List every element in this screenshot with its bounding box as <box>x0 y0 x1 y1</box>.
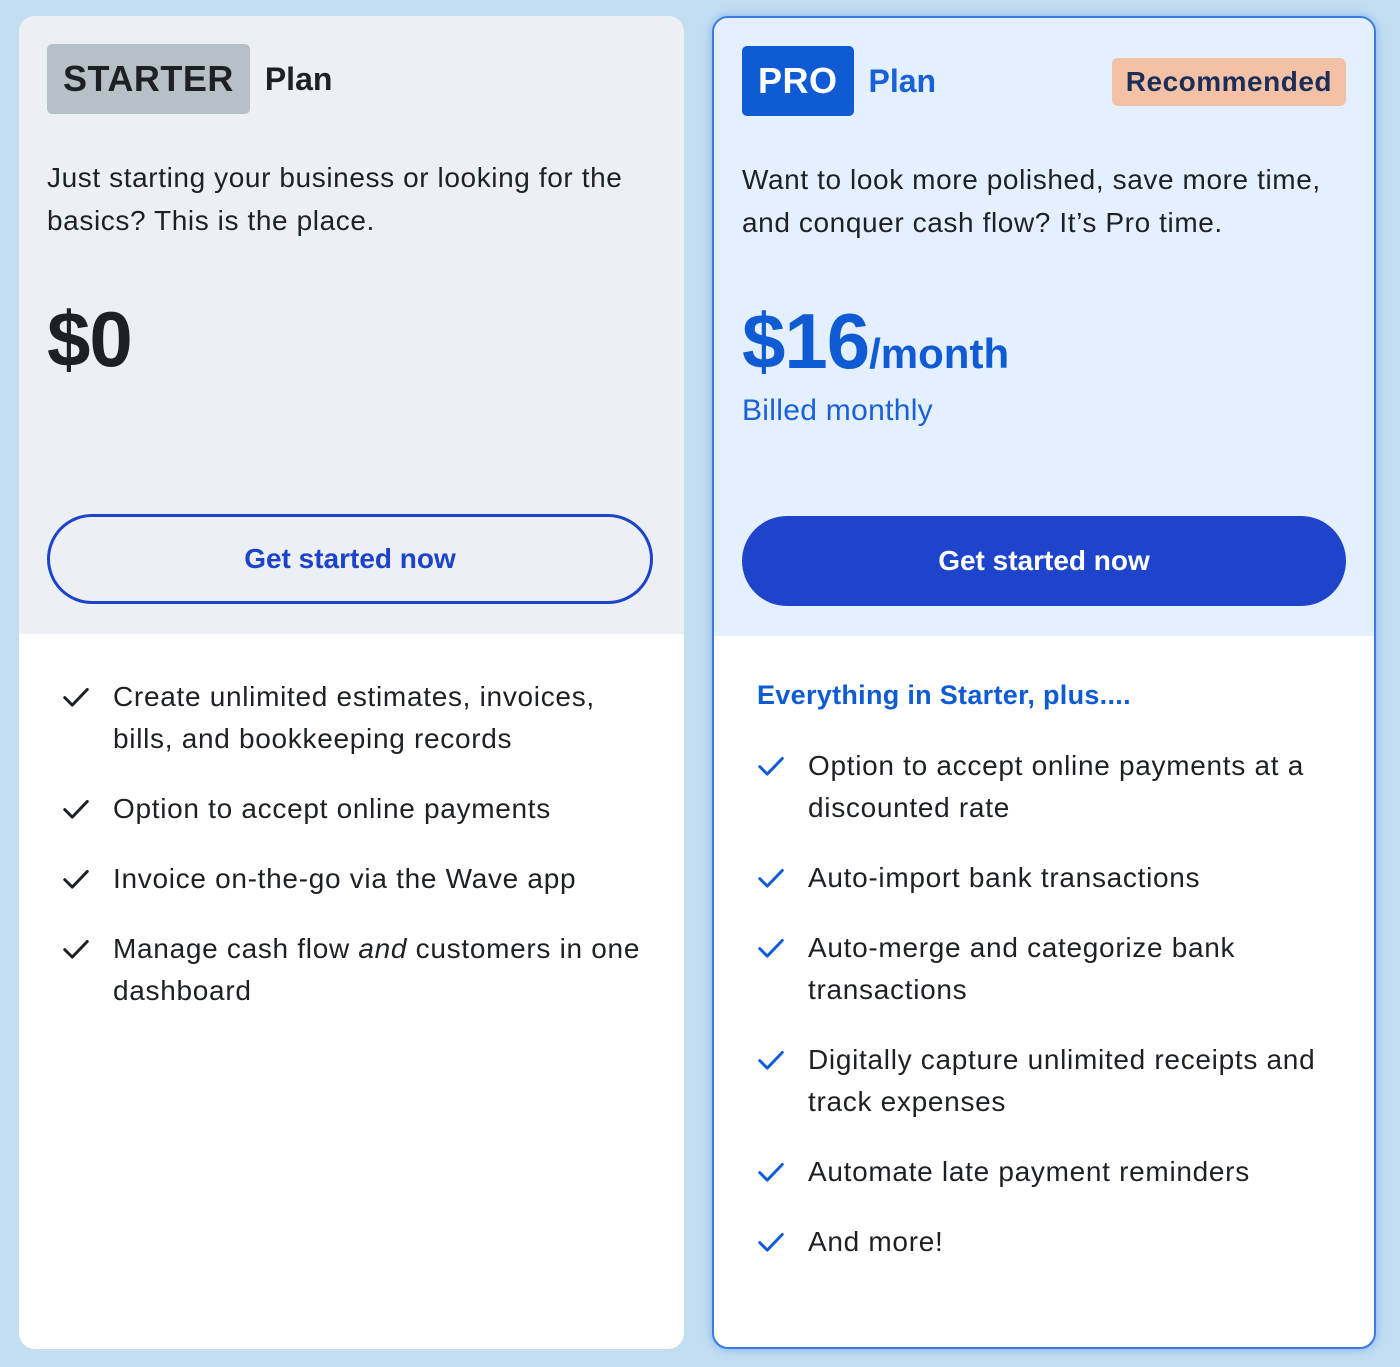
check-icon <box>756 1157 786 1187</box>
check-icon <box>61 682 91 712</box>
check-icon <box>756 1045 786 1075</box>
feature-text: Automate late payment reminders <box>808 1156 1250 1187</box>
pro-badge: PRO <box>742 46 854 116</box>
pro-price-unit: /month <box>869 330 1010 377</box>
check-icon <box>756 1227 786 1257</box>
starter-plan-title <box>47 44 332 114</box>
list-item <box>61 858 641 900</box>
starter-feature-list <box>19 676 684 1040</box>
feature-text-part: Manage cash flow <box>113 933 359 964</box>
feature-text: Auto-import bank transactions <box>808 862 1201 893</box>
check-icon <box>61 864 91 894</box>
pro-get-started-button[interactable]: Get started now <box>742 516 1346 606</box>
feature-text: Option to accept online payments at a discounted rate <box>808 750 1304 823</box>
pro-features-title: Everything in Starter, plus.... <box>757 680 1131 710</box>
feature-text <box>113 928 641 1012</box>
feature-text: Digitally capture unlimited receipts and track expenses <box>808 1044 1316 1117</box>
feature-text: Create unlimited estimates, invoices, bills, and bookkeeping records <box>113 681 595 754</box>
list-item <box>756 927 1336 1011</box>
starter-description: Just starting your business or looking for the basics? This is the place. <box>47 162 623 236</box>
list-item <box>61 676 641 760</box>
starter-price: $0 <box>47 295 132 383</box>
feature-text: Option to accept online payments <box>113 793 551 824</box>
list-item <box>756 857 1336 899</box>
starter-plan-card <box>19 16 684 1349</box>
starter-plan-label: Plan <box>264 60 333 97</box>
list-item <box>756 745 1336 829</box>
check-icon <box>756 933 786 963</box>
check-icon <box>756 863 786 893</box>
pro-price-amount: $16 <box>742 297 870 385</box>
pro-plan-title <box>742 46 936 116</box>
recommended-badge: Recommended <box>1112 58 1346 106</box>
starter-get-started-button[interactable]: Get started now <box>47 514 653 604</box>
feature-text: And more! <box>808 1226 944 1257</box>
feature-text: Auto-merge and categorize bank transactions <box>808 932 1236 1005</box>
starter-plan-header <box>19 16 684 634</box>
pro-description: Want to look more polished, save more time, and conquer cash flow? It’s Pro time. <box>742 164 1321 238</box>
pro-billing-period: Billed monthly <box>742 394 933 427</box>
pro-feature-list <box>714 680 1374 1291</box>
check-icon <box>756 751 786 781</box>
pro-price <box>742 296 1009 387</box>
check-icon <box>61 794 91 824</box>
starter-badge: STARTER <box>47 44 250 114</box>
list-item <box>756 1221 1336 1263</box>
pro-plan-label: Plan <box>868 62 937 99</box>
list-item <box>61 788 641 830</box>
check-icon <box>61 934 91 964</box>
list-item <box>756 1039 1336 1123</box>
list-item <box>756 1151 1336 1193</box>
feature-text-part: customers in one dashboard <box>113 933 641 1006</box>
pro-plan-card <box>712 16 1376 1349</box>
pro-plan-header <box>714 18 1374 636</box>
list-item <box>61 928 641 1012</box>
feature-text: Invoice on-the-go via the Wave app <box>113 863 577 894</box>
feature-text-emphasis: and <box>358 933 408 964</box>
